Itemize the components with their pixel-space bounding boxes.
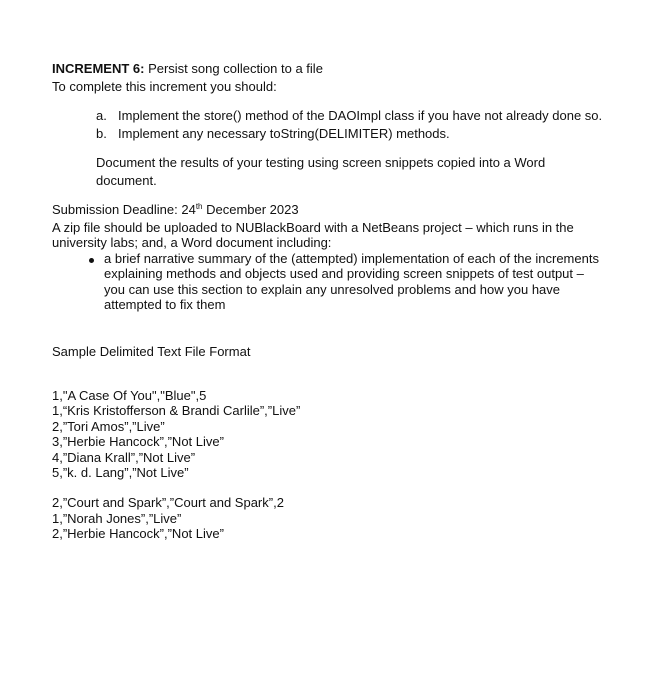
bullet-text-line: a brief narrative summary of the (attempted) implementation of each of the increments: [104, 251, 599, 266]
sample-record: 1,”Norah Jones”,”Live”: [52, 511, 182, 526]
task-item: Implement the store() method of the DAOImpl class if you have not already done so.: [118, 108, 603, 123]
bullet-text-line: attempted to fix them: [104, 297, 226, 312]
bullet-text-line: you can use this section to explain any unresolved problems and how you have: [104, 282, 561, 297]
zip-instructions-line: A zip file should be uploaded to NUBlackBoard with a NetBeans project – which runs in the: [52, 220, 574, 235]
document-note-line: document.: [96, 173, 157, 188]
sample-heading: Sample Delimited Text File Format: [52, 344, 251, 359]
task-marker: b.: [96, 126, 107, 141]
increment-heading-title: Persist song collection to a file: [144, 61, 323, 76]
task-item: Implement any necessary toString(DELIMITER) methods.: [118, 126, 450, 141]
task-marker: a.: [96, 108, 107, 123]
bullet-text-line: explaining methods and objects used and providing screen snippets of test output –: [104, 266, 584, 281]
deadline-prefix: Submission Deadline: 24: [52, 202, 196, 217]
sample-record: 2,”Herbie Hancock”,”Not Live”: [52, 526, 224, 541]
sample-record: 3,”Herbie Hancock”,”Not Live”: [52, 434, 224, 449]
sample-record: 2,”Tori Amos”,”Live”: [52, 419, 165, 434]
zip-instructions-line: university labs; and, a Word document including:: [52, 235, 332, 250]
increment-intro: To complete this increment you should:: [52, 79, 277, 94]
submission-deadline: [52, 202, 299, 218]
deadline-ordinal: th: [195, 202, 203, 211]
sample-record: 1,"A Case Of You","Blue",5: [52, 388, 207, 403]
sample-record: 2,”Court and Spark”,”Court and Spark”,2: [52, 495, 284, 510]
increment-heading: [52, 61, 323, 77]
deadline-suffix: December 2023: [202, 202, 299, 217]
sample-record: 1,“Kris Kristofferson & Brandi Carlile”,”Live”: [52, 403, 301, 418]
sample-record: 4,”Diana Krall”,”Not Live”: [52, 450, 196, 465]
increment-heading-label: INCREMENT 6:: [52, 61, 145, 76]
document-note-line: Document the results of your testing using screen snippets copied into a Word: [96, 155, 546, 170]
sample-record: 5,”k. d. Lang”,”Not Live”: [52, 465, 189, 480]
bullet-icon: [89, 258, 94, 263]
